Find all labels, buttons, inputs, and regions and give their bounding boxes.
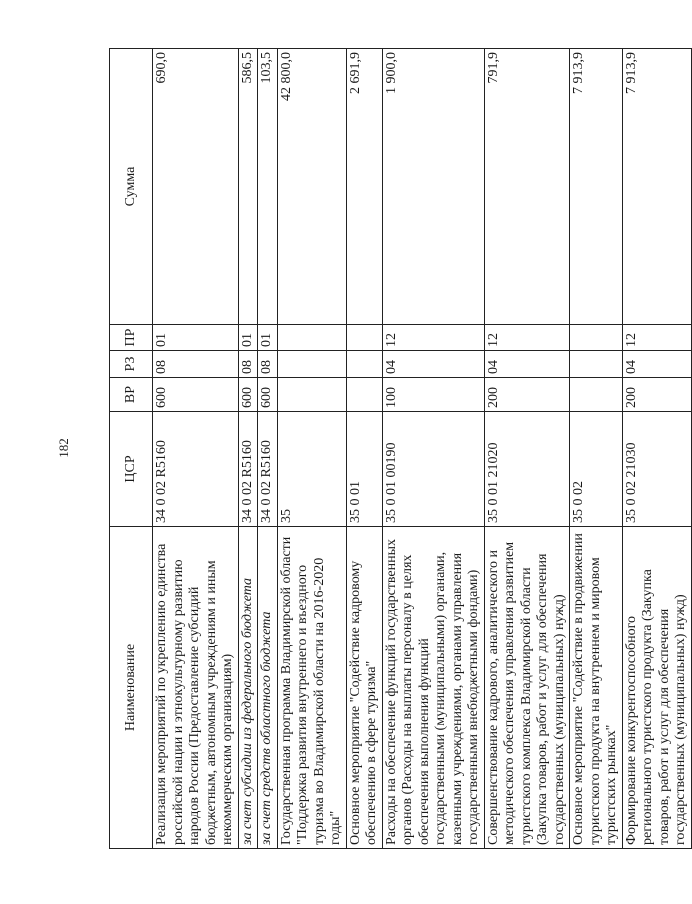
cell-rz: 04 (484, 351, 570, 378)
cell-name: Основное мероприятие "Содействие в продвижении туристского продукта на внутреннем и мировом туристских рынках" (570, 527, 623, 849)
page-number: 182 (55, 438, 71, 458)
cell-pr: 12 (484, 325, 570, 351)
cell-vr (570, 378, 623, 412)
cell-rz: 08 (238, 351, 258, 378)
column-header-sum: Сумма (110, 49, 153, 325)
cell-vr: 200 (484, 378, 570, 412)
cell-sum: 7 913,9 (570, 49, 623, 325)
column-header-rz: РЗ (110, 351, 153, 378)
cell-vr: 200 (622, 378, 691, 412)
cell-rz: 04 (382, 351, 484, 378)
cell-vr: 600 (258, 378, 278, 412)
cell-pr: 12 (382, 325, 484, 351)
table-row (153, 49, 239, 849)
column-header-name: Наименование (110, 527, 153, 849)
cell-rz (277, 351, 346, 378)
cell-csr: 34 0 02 R5160 (258, 412, 278, 527)
cell-name: Основное мероприятие "Содействие кадровому обеспечению в сфере туризма" (346, 527, 382, 849)
cell-sum: 42 800,0 (277, 49, 346, 325)
cell-vr: 600 (238, 378, 258, 412)
cell-rz: 08 (153, 351, 239, 378)
table-row (484, 49, 570, 849)
cell-sum: 791,9 (484, 49, 570, 325)
column-header-vr: ВР (110, 378, 153, 412)
table-row (238, 49, 258, 849)
cell-pr (277, 325, 346, 351)
column-header-csr: ЦСР (110, 412, 153, 527)
cell-pr: 12 (622, 325, 691, 351)
cell-rz (346, 351, 382, 378)
cell-vr (346, 378, 382, 412)
table-row (277, 49, 346, 849)
budget-table-container (109, 49, 689, 849)
cell-name: Совершенствование кадрового, аналитического и методического обеспечения управления развитием туристского комплекса Владимирской области (Закупка товаров, работ и услуг для обеспечения государственных (муниципальных) нужд) (484, 527, 570, 849)
cell-name: Реализация мероприятий по укреплению единства российской нации и этнокультурному развитию народов России (Предоставление субсидий бюджетным, автономным учреждениям и иным некоммерческим организациям) (153, 527, 239, 849)
table-row (382, 49, 484, 849)
cell-rz (570, 351, 623, 378)
cell-name: Формирование конкурентоспособного регионального туристского продукта (Закупка товаров, работ и услуг для обеспечения государственных (муниципальных) нужд) (622, 527, 691, 849)
cell-name: за счет субсидии из федерального бюджета (238, 527, 258, 849)
cell-csr: 35 0 01 00190 (382, 412, 484, 527)
cell-rz: 04 (622, 351, 691, 378)
cell-csr: 34 0 02 R5160 (238, 412, 258, 527)
cell-pr (346, 325, 382, 351)
cell-name: за счет средств областного бюджета (258, 527, 278, 849)
column-header-pr: ПР (110, 325, 153, 351)
cell-pr (570, 325, 623, 351)
cell-csr: 35 0 01 21020 (484, 412, 570, 527)
cell-csr: 35 0 01 (346, 412, 382, 527)
cell-sum: 1 900,0 (382, 49, 484, 325)
cell-pr: 01 (238, 325, 258, 351)
budget-table (109, 48, 692, 849)
cell-sum: 2 691,9 (346, 49, 382, 325)
table-row (258, 49, 278, 849)
cell-sum: 690,0 (153, 49, 239, 325)
cell-vr: 100 (382, 378, 484, 412)
cell-csr: 35 (277, 412, 346, 527)
cell-name: Расходы на обеспечение функций государственных органов (Расходы на выплаты персоналу в целях обеспечения выполнения функций государственными (муниципальными) органами, казенными учреждениями, органами управления государственными внебюджетными фондами) (382, 527, 484, 849)
cell-vr (277, 378, 346, 412)
cell-sum: 586,5 (238, 49, 258, 325)
cell-csr: 34 0 02 R5160 (153, 412, 239, 527)
cell-pr: 01 (153, 325, 239, 351)
cell-sum: 103,5 (258, 49, 278, 325)
table-row (346, 49, 382, 849)
cell-vr: 600 (153, 378, 239, 412)
table-header-row (110, 49, 153, 849)
cell-csr: 35 0 02 (570, 412, 623, 527)
table-row (622, 49, 691, 849)
cell-sum: 7 913,9 (622, 49, 691, 325)
table-row (570, 49, 623, 849)
cell-rz: 08 (258, 351, 278, 378)
cell-csr: 35 0 02 21030 (622, 412, 691, 527)
cell-pr: 01 (258, 325, 278, 351)
cell-name: Государственная программа Владимирской области "Поддержка развития внутреннего и въездного туризма во Владимирской области на 2016-2020 годы" (277, 527, 346, 849)
